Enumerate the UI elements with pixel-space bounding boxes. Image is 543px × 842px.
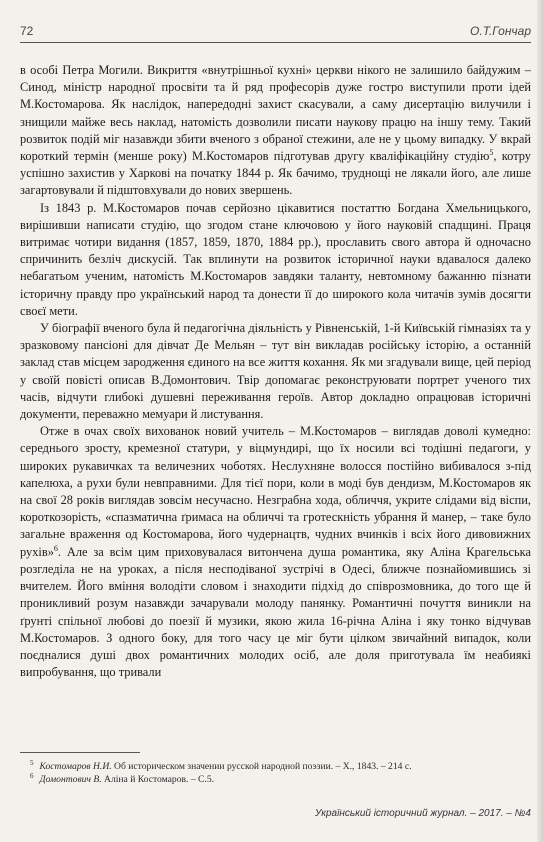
footnote-text: Аліна й Костомаров. – С.5. <box>101 774 215 785</box>
footnote-divider <box>20 752 140 753</box>
footnotes <box>30 760 531 786</box>
page-edge <box>537 0 543 842</box>
footnote-text: Об историческом значении русской народной поэзии. – Х., 1843. – 214 с. <box>111 761 412 772</box>
paragraph-4-text-b: . Але за всім цим приховувалася витончена душа романтика, яку Аліна Крагельська розгледіла не на уроках, а після несподіваної зустрічі в Одесі, ближче познайомившись зі вчителем. Його вміння володіти словом і знаходити підхід до співрозмовника, до того ще й проникливий розум назавжди зачарували молоду панянку. Романтичні почуття виникли на ґрунті спільної любові до поезії й музики, якою жила 16-річна Аліна і яку тонко відчував М.Костомаров. З одного боку, для того часу це міг бути цілком звичайний випадок, коли поєдналися душі двох романтичних молодих осіб, але доля приготувала їм неабиякі випробування, що тривали <box>20 544 531 680</box>
journal-footer: Український історичний журнал. – 2017. – №4 <box>314 808 531 819</box>
footnote-6 <box>30 773 531 786</box>
paragraph-2: Із 1843 р. М.Костомаров почав серйозно цікавитися постаттю Богдана Хмельницького, вирішивши написати студію, що згодом стане ключовою у його науковій спадщині. Праця витримає чотири видання (1857, 1859, 1870, 1884 рр.), прославить свого автора й одночасно спричинить безліч дискусій. Так вплинути на розвиток історичної науки вдавалося далеко небагатьом ученим, натомість М.Костомаров завдяки таланту, невтомному бажанню пізнати історичну правду про український народ та донести її до широкого кола читачів зумів досягти своєї мети. <box>20 200 531 318</box>
paragraph-4-text-a: Отже в очах своїх вихованок новий учитель – М.Костомаров – виглядав доволі кумедно: середнього зросту, кремезної статури, у віцмундирі, що їх носили всі тодішні педагоги, у широких рукавичках та величезних чоботях. Неслухняне волосся постійно вибивалося з-під капелюха, а рухи були невправними. Для тієї пори, коли в моді був дендизм, М.Костомаров як на свої 28 років виглядав зовсім несучасно. Незграбна хода, обличчя, укрите слідами від віспи, короткозорість, «спазматична ґримаса на обличчі та гротескність убрання й манер, – таке було загальне враження од Костомарова, його чудернацтв, чудних вчинків і всіх його дивовижних рухів» <box>20 424 531 559</box>
running-author: О.Т.Гончар <box>470 24 531 38</box>
footnote-ref-6[interactable]: 6 <box>53 543 58 553</box>
header-divider <box>20 42 531 43</box>
paragraph-4 <box>20 423 531 681</box>
footnote-number: 5 <box>30 758 34 767</box>
paragraph-1-text-a: в особі Петра Могили. Викриття «внутрішньої кухні» церкви нікого не залишило байдужим – Синод, міністр народної просвіти та й ряд професорів дуже гостро виступили проти ідей М.Костомарова. Як наслідок, напередодні захист скасували, а саму дисертацію вилучили і знищили майже весь наклад, натомість дозволили писати наукову працю на іншу тему. Такий розвиток подій міг назавжди збити вченого з обраної стежини, але не у цьому випадку. У вкрай короткий термін (менше року) М.Костомаров підготував другу кваліфікаційну студію <box>20 63 531 164</box>
paragraph-1 <box>20 62 531 200</box>
paragraph-1-text-b: , котру успішно захистив у Харкові на початку 1844 р. Як бачимо, труднощі не лякали його, але лише загартовували й підштовхували до нових звершень. <box>20 149 531 198</box>
article-body <box>20 62 531 681</box>
footnote-author: Костомаров Н.И. <box>39 761 112 772</box>
page-header <box>20 24 531 42</box>
footnote-5 <box>30 760 531 773</box>
paragraph-3: У біографії вченого була й педагогічна діяльність у Рівненській, 1-й Київській гімназіях та у зразковому пансіоні для дівчат Де Мельян – тут він викладав російську історію, а останній заклад став місцем зародження єдиного на все життя кохання. Як ми згадували вище, цей період у своїй повісті описав В.Домонтович. Твір допомагає реконструювати портрет ученого тих часів, відчути глибокі душевні переживання героїв. Автор докладно опрацював історичні документи, переважно мемуари й листування. <box>20 321 531 422</box>
footnote-author: Домонтович В. <box>39 774 102 785</box>
page-number: 72 <box>20 24 34 38</box>
footnote-number: 6 <box>30 771 34 780</box>
footnote-ref-5[interactable]: 5 <box>489 147 494 157</box>
